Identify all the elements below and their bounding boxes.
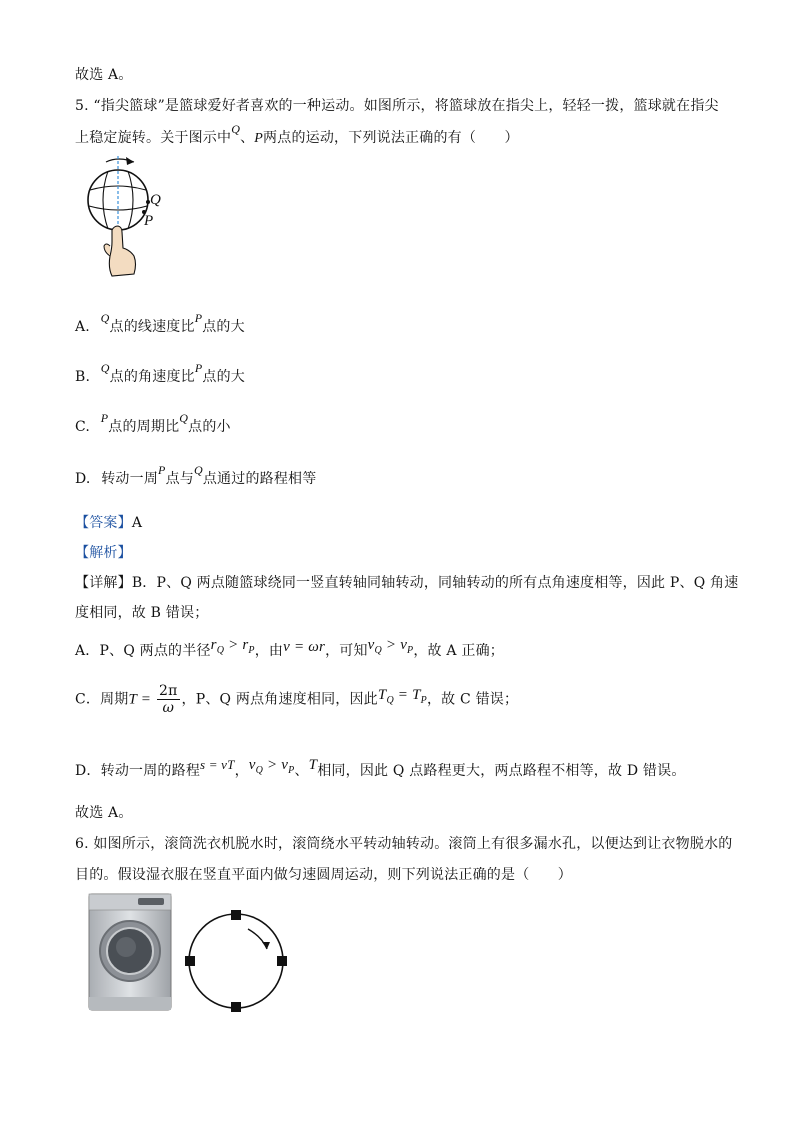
spinning-basketball-figure: [82, 152, 172, 280]
q6-stem-line2: 目的。假设湿衣服在竖直平面内做匀速圆周运动，则下列说法正确的是（ ）: [75, 867, 572, 883]
drum-diagram: [184, 909, 290, 1015]
clothes-top: [231, 910, 241, 920]
q5-option-c: C. P点的周期比Q点的小: [75, 411, 231, 435]
drum-circle: [189, 914, 283, 1008]
q5-stem-line1: [75, 95, 719, 115]
q5-option-d: D. 转动一周P点与Q点通过的路程相等: [75, 463, 317, 487]
answer-value: A: [131, 515, 143, 531]
analysis-tag: 【解析】: [75, 545, 132, 561]
detail-line1: 【详解】B．P、Q 两点随篮球绕同一竖直转轴同轴转动，同轴转动的所有点角速度相等，因此 P、Q 角速: [75, 575, 739, 591]
q5-answer: [75, 512, 142, 532]
q6-stem-line1: 6. 如图所示，滚筒洗衣机脱水时，滚筒绕水平转动轴转动。滚筒上有很多漏水孔，以便达到让衣物脱水的: [75, 836, 733, 852]
q5-conclusion: 故选 A。: [75, 805, 133, 821]
prev-conclusion: 故选 A。: [75, 67, 133, 83]
explain-c: C．周期T = $\frac{2\pi}{\omega}$ ，P、Q 两点角速度相同，因此$T_Q = T_P$，故 C 错误；: [75, 683, 519, 716]
explain-a: A．P、Q 两点的半径$r_Q > r_P$，由v = ωr，可知$v_Q > v_P$，故 A 正确；: [75, 637, 504, 659]
washing-machine-figure: [88, 893, 172, 1011]
q6-number: 6.: [75, 836, 89, 852]
q5-option-b: B. Q点的角速度比P点的大: [75, 361, 246, 385]
label-q: Q: [150, 192, 161, 208]
clothes-left: [185, 956, 195, 966]
answer-tag: 【答案】: [75, 515, 132, 531]
detail-tag: 【详解】: [75, 575, 132, 591]
q5-option-a: A. Q点的线速度比P点的大: [75, 311, 245, 335]
clothes-bottom: [231, 1002, 241, 1012]
q5-stem-text1: “指尖篮球”是篮球爱好者喜欢的一种运动。如图所示，将篮球放在指尖上，轻轻一拨，篮球就在指尖: [93, 98, 719, 114]
clothes-right: [277, 956, 287, 966]
q5-number: 5.: [75, 98, 89, 114]
detail-line2: 度相同，故 B 错误；: [75, 605, 209, 621]
q5-stem-line2: 上稳定旋转。关于图示中Q、P两点的运动，下列说法正确的有（ ）: [75, 122, 519, 146]
label-p: P: [144, 213, 154, 229]
hand: [109, 226, 135, 276]
explain-d: D．转动一周的路程s = vT，$v_Q > v_P$、T相同，因此 Q 点路程更大，两点路程不相等，故 D 错误。: [75, 757, 686, 779]
